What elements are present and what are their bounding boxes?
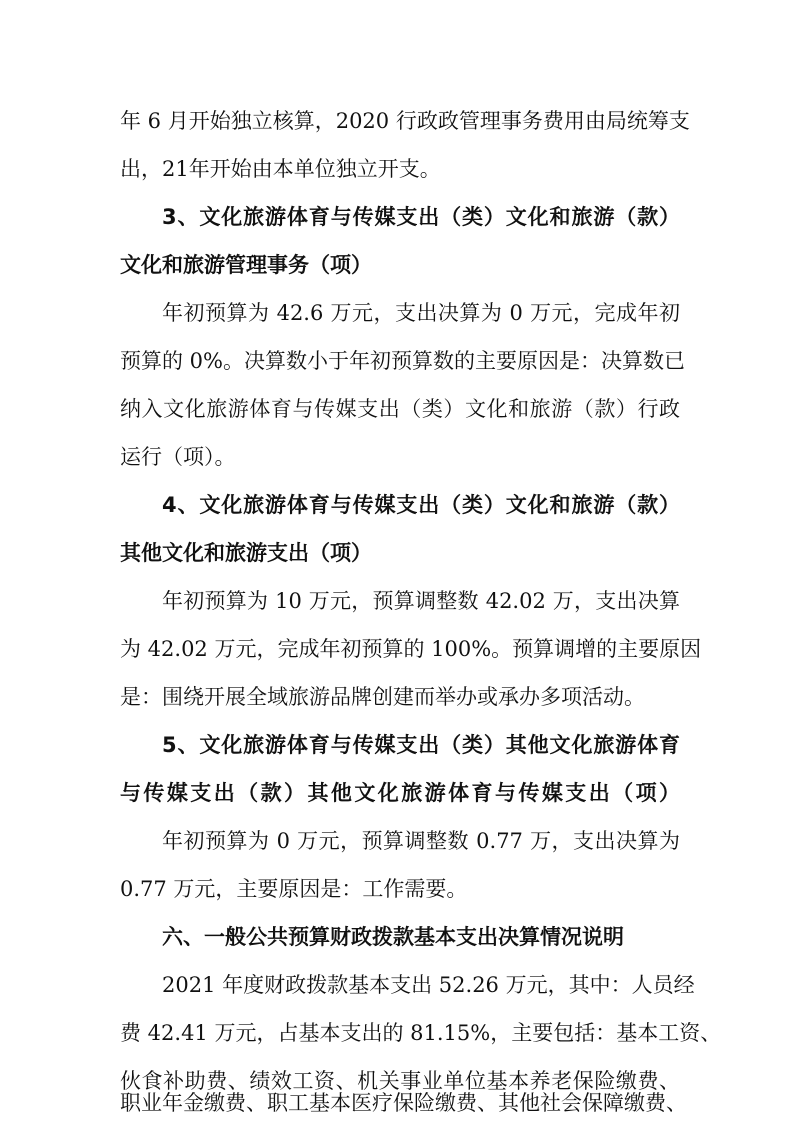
paragraph-line: 2021 年度财政拨款基本支出 52.26 万元，其中：人员经 <box>162 973 695 997</box>
paragraph-line: 是：围绕开展全域旅游品牌创建而举办或承办多项活动。 <box>120 685 645 709</box>
paragraph-line: 年 6 月开始独立核算，2020 行政政管理事务费用由局统筹支 <box>120 109 690 133</box>
paragraph-line: 0.77 万元，主要原因是：工作需要。 <box>120 877 468 901</box>
paragraph-line: 费 42.41 万元，占基本支出的 81.15%，主要包括：基本工资、 <box>120 1021 722 1045</box>
paragraph-line: 年初预算为 10 万元，预算调整数 42.02 万，支出决算 <box>162 589 680 613</box>
section-heading-5-cont: 与传媒支出（款）其他文化旅游体育与传媒支出（项） <box>120 781 680 805</box>
paragraph-line: 纳入文化旅游体育与传媒支出（类）文化和旅游（款）行政 <box>120 397 680 421</box>
paragraph-line: 年初预算为 0 万元，预算调整数 0.77 万，支出决算为 <box>162 829 680 853</box>
paragraph-line: 职业年金缴费、职工基本医疗保险缴费、其他社会保障缴费、 <box>120 1091 687 1115</box>
paragraph-line: 年初预算为 42.6 万元，支出决算为 0 万元，完成年初 <box>162 301 680 325</box>
section-heading-6: 六、一般公共预算财政拨款基本支出决算情况说明 <box>162 925 624 949</box>
section-heading-3-cont: 文化和旅游管理事务（项） <box>120 253 372 277</box>
paragraph-line: 伙食补助费、绩效工资、机关事业单位基本养老保险缴费、 <box>120 1069 680 1093</box>
section-heading-4-cont: 其他文化和旅游支出（项） <box>120 541 372 565</box>
section-heading-3: 3、文化旅游体育与传媒支出（类）文化和旅游（款） <box>162 205 680 229</box>
paragraph-line: 出，21年开始由本单位独立开支。 <box>120 157 441 181</box>
section-heading-5: 5、文化旅游体育与传媒支出（类）其他文化旅游体育 <box>162 733 680 757</box>
paragraph-line: 为 42.02 万元，完成年初预算的 100%。预算调增的主要原因 <box>120 637 702 661</box>
section-heading-4: 4、文化旅游体育与传媒支出（类）文化和旅游（款） <box>162 493 680 517</box>
paragraph-line: 运行（项）。 <box>120 445 236 469</box>
paragraph-line: 预算的 0%。决算数小于年初预算数的主要原因是：决算数已 <box>120 349 685 373</box>
